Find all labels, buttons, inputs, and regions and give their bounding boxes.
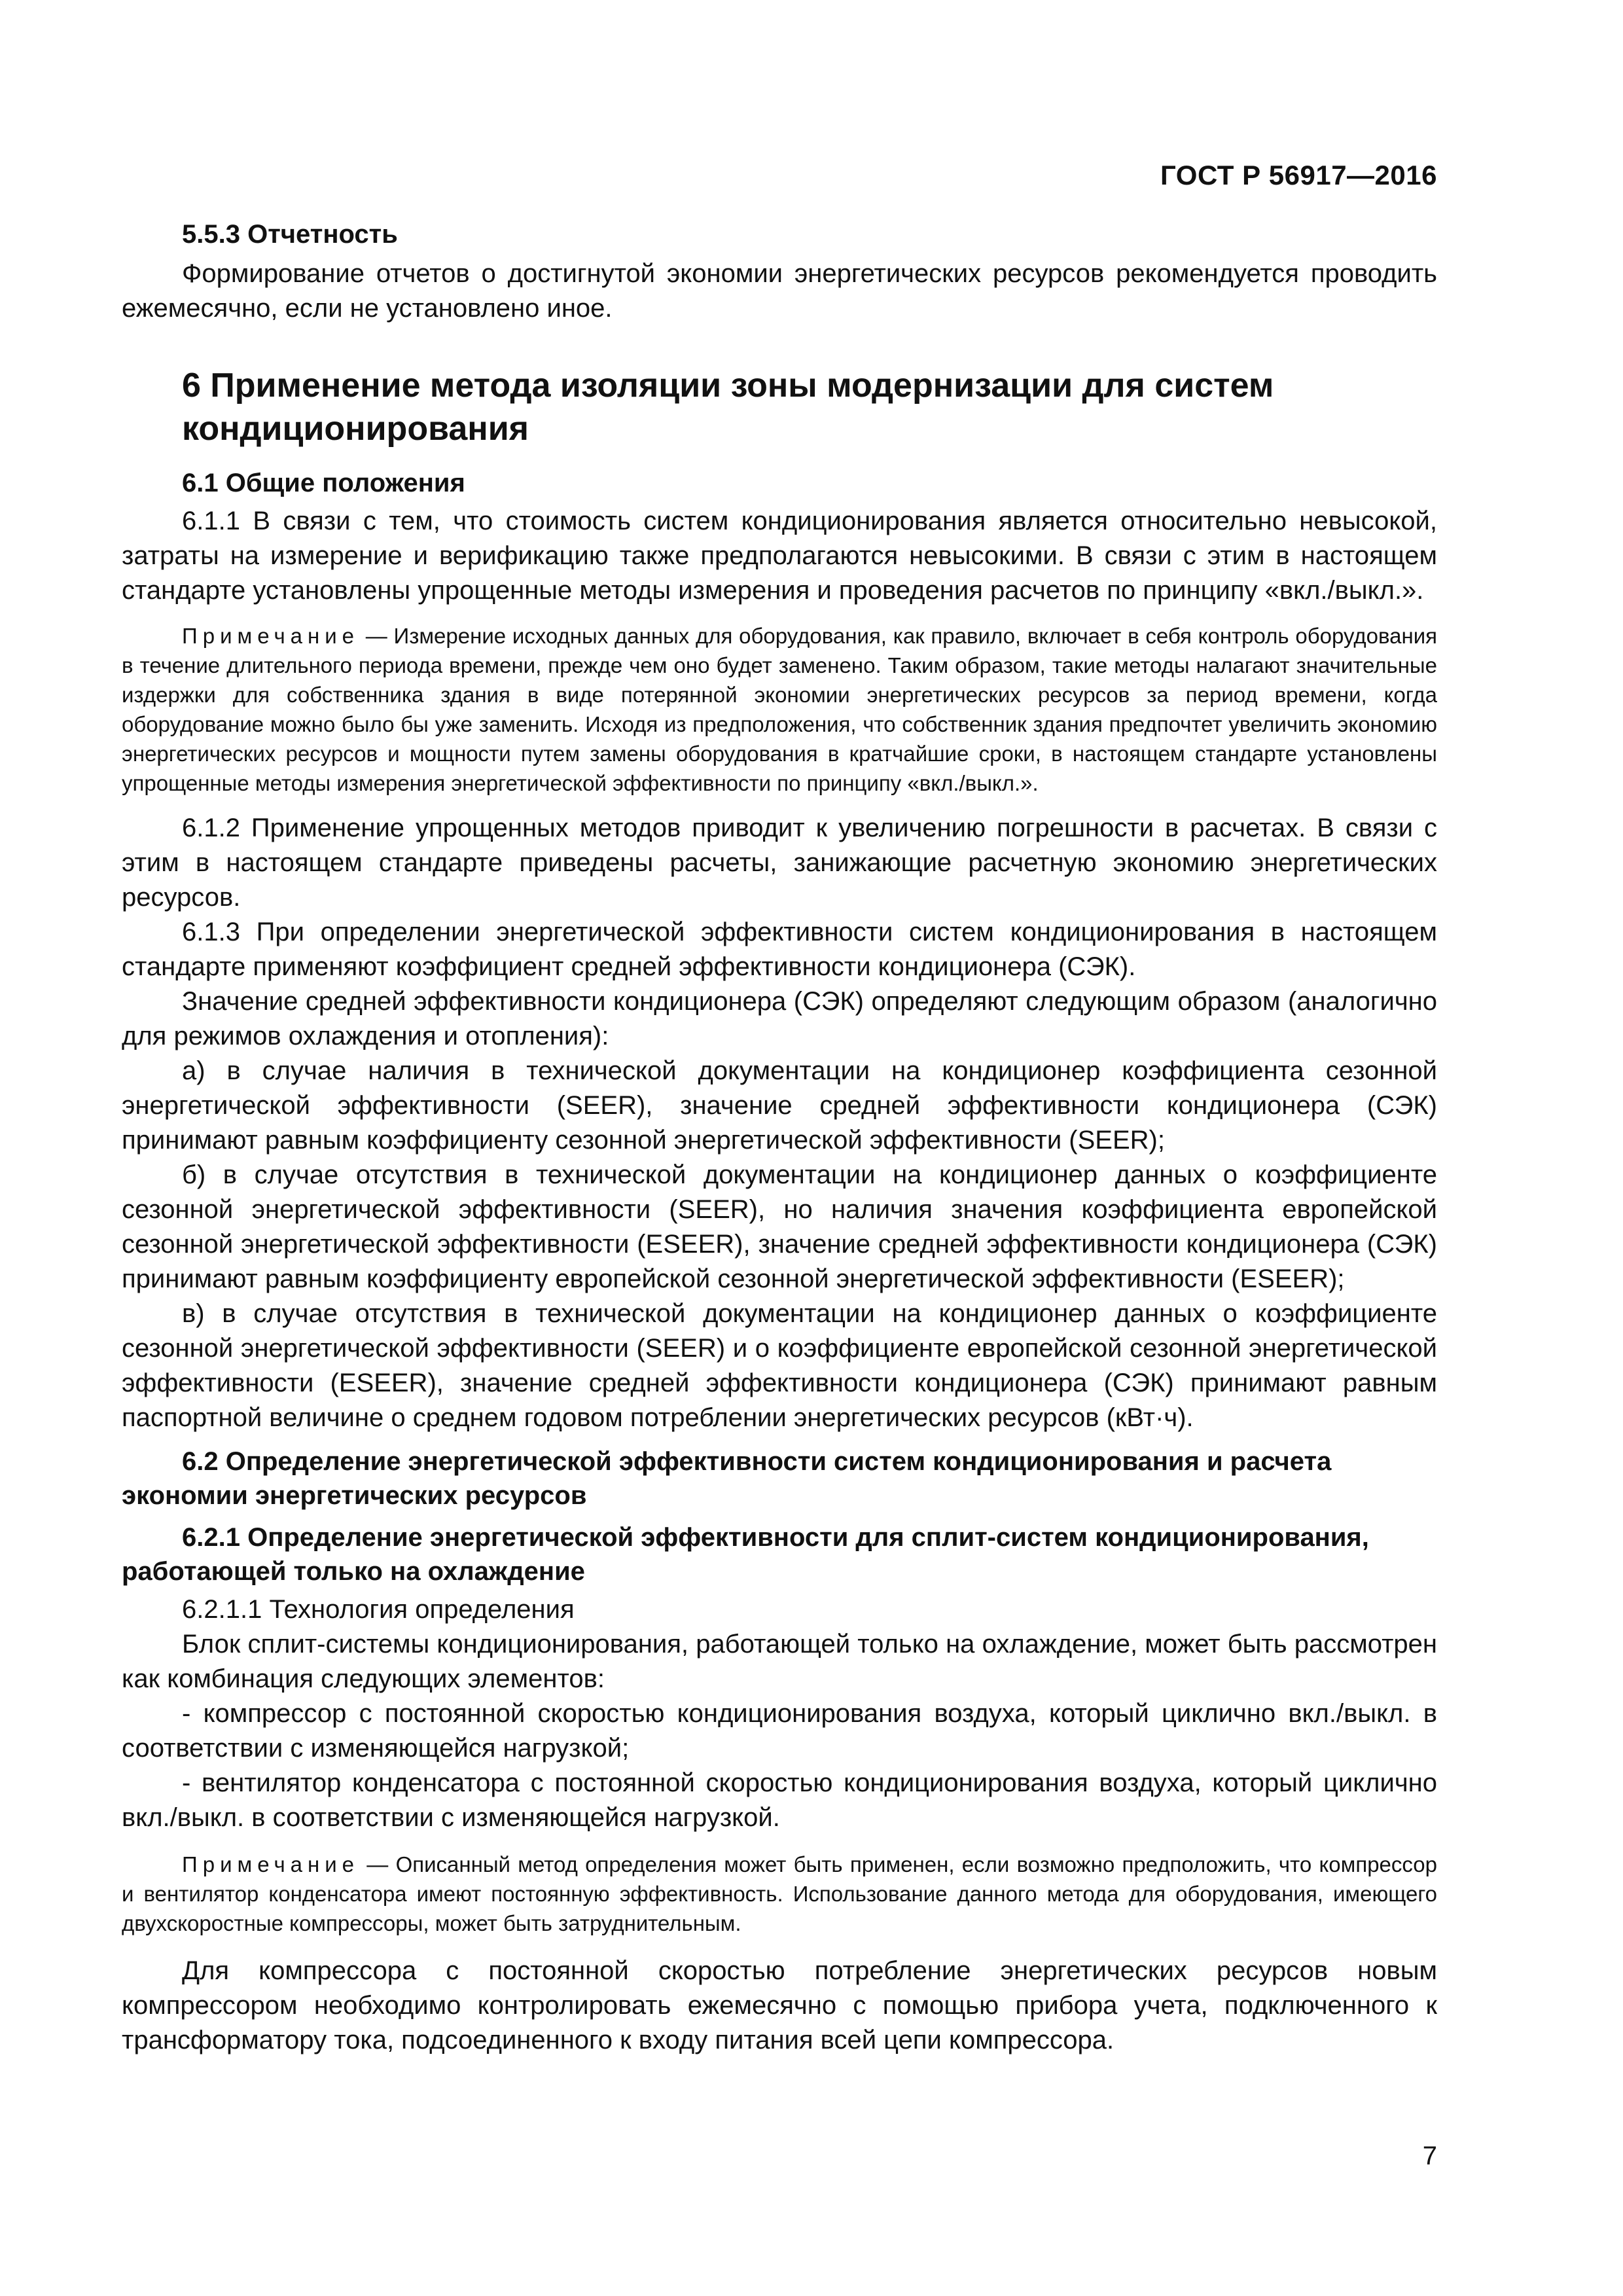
paragraph-6-1-2: 6.1.2 Применение упрощенных методов приводит к увеличению погрешности в расчетах. В связи с этим в настоящем стандарте приведены расчеты, занижающие расчетную экономию энергетических ресурсов. xyxy=(122,814,1437,912)
dash-item-fan: - вентилятор конденсатора с постоянной скоростью кондиционирования воздуха, который циклично вкл./выкл. в соответствии с изменяющейся нагрузкой. xyxy=(122,1768,1437,1832)
page-number: 7 xyxy=(1422,2142,1437,2170)
section-6-2-title-line2: экономии энергетических ресурсов xyxy=(122,1481,587,1510)
list-item-a: а) в случае наличия в технической документации на кондиционер коэффициента сезонной энергетической эффективности (SEER), значение средней эффективности кондиционера (СЭК) принимают равным коэффициенту сезонной энергетической эффективности (SEER); xyxy=(122,1056,1437,1155)
paragraph-6-2-1-1: 6.2.1.1 Технология определения xyxy=(182,1595,575,1624)
note-2-text: — Описанный метод определения может быть применен, если возможно предположить, что компрессор и вентилятор конденсатора имеют постоянную эффективность. Использование данного метода для оборудования, имеющего двухскоростные компрессоры, может быть затруднительным. xyxy=(122,1852,1437,1935)
page-content xyxy=(122,157,1437,2058)
section-6-title-line1: 6 Применение метода изоляции зоны модернизации для систем xyxy=(182,367,1274,404)
paragraph-value-definition: Значение средней эффективности кондиционера (СЭК) определяют следующим образом (аналогично для режимов охлаждения и отопления): xyxy=(122,987,1437,1050)
paragraph-6-1-3: 6.1.3 При определении энергетической эффективности систем кондиционирования в настоящем стандарте применяют коэффициент средней эффективности кондиционера (СЭК). xyxy=(122,918,1437,981)
paragraph-split-block: Блок сплит-системы кондиционирования, работающей только на охлаждение, может быть рассмотрен как комбинация следующих элементов: xyxy=(122,1630,1437,1693)
section-6-2-1-title-line2: работающей только на охлаждение xyxy=(122,1557,585,1586)
note-1-label: Примечание xyxy=(182,624,360,648)
note-1 xyxy=(122,621,1437,798)
paragraph-6-1-1: 6.1.1 В связи с тем, что стоимость систем кондиционирования является относительно невысокой, затраты на измерение и верификацию также предполагаются невысокими. В связи с этим в настоящем стандарте установлены упрощенные методы измерения и проведения расчетов по принципу «вкл./выкл.». xyxy=(122,507,1437,605)
section-5-5-3-text: Формирование отчетов о достигнутой экономии энергетических ресурсов рекомендуется проводить ежемесячно, если не установлено иное. xyxy=(122,259,1437,323)
section-6-title-line2: кондиционирования xyxy=(182,410,529,448)
document-id: ГОСТ Р 56917—2016 xyxy=(1160,160,1437,190)
section-6-1-title: 6.1 Общие положения xyxy=(182,469,465,497)
list-item-b: б) в случае отсутствия в технической документации на кондиционер данных о коэффициенте сезонной энергетической эффективности (SEER), но наличия значения коэффициента европейской сезонной энергетической эффективности (ESEER), значение средней эффективности кондиционера (СЭК) принимают равным коэффициенту европейской сезонной энергетической эффективности (ESEER); xyxy=(122,1160,1437,1293)
section-6-2-1-title-line1: 6.2.1 Определение энергетической эффективности для сплит-систем кондиционирования, xyxy=(182,1523,1369,1552)
note-2 xyxy=(122,1850,1437,1938)
note-2-label: Примечание xyxy=(182,1852,360,1876)
list-item-v: в) в случае отсутствия в технической документации на кондиционер данных о коэффициенте сезонной энергетической эффективности (SEER) и о коэффициенте европейской сезонной энергетической эффективности (ESEER), значение средней эффективности кондиционера (СЭК) принимают равным паспортной величине о среднем годовом потреблении энергетических ресурсов (кВт·ч). xyxy=(122,1299,1437,1432)
section-5-5-3-title: 5.5.3 Отчетность xyxy=(182,220,398,249)
paragraph-compressor-monitoring: Для компрессора с постоянной скоростью потребление энергетических ресурсов новым компрессором необходимо контролировать ежемесячно с помощью прибора учета, подключенного к трансформатору тока, подсоединенного к входу питания всей цепи компрессора. xyxy=(122,1956,1437,2054)
note-1-text: — Измерение исходных данных для оборудования, как правило, включает в себя контроль оборудования в течение длительного периода времени, прежде чем оно будет заменено. Таким образом, такие методы налагают значительные издержки для собственника здания в виде потерянной экономии энергетических ресурсов за период времени, когда оборудование можно было бы уже заменить. Исходя из предположения, что собственник здания предпочтет увеличить экономию энергетических ресурсов и мощности путем замены оборудования в кратчайшие сроки, в настоящем стандарте установлены упрощенные методы измерения энергетической эффективности по принципу «вкл./выкл.». xyxy=(122,624,1437,795)
dash-item-compressor: - компрессор с постоянной скоростью кондиционирования воздуха, который циклично вкл./выкл. в соответствии с изменяющейся нагрузкой; xyxy=(122,1699,1437,1763)
section-6-2-title-line1: 6.2 Определение энергетической эффективности систем кондиционирования и расчета xyxy=(182,1447,1332,1476)
